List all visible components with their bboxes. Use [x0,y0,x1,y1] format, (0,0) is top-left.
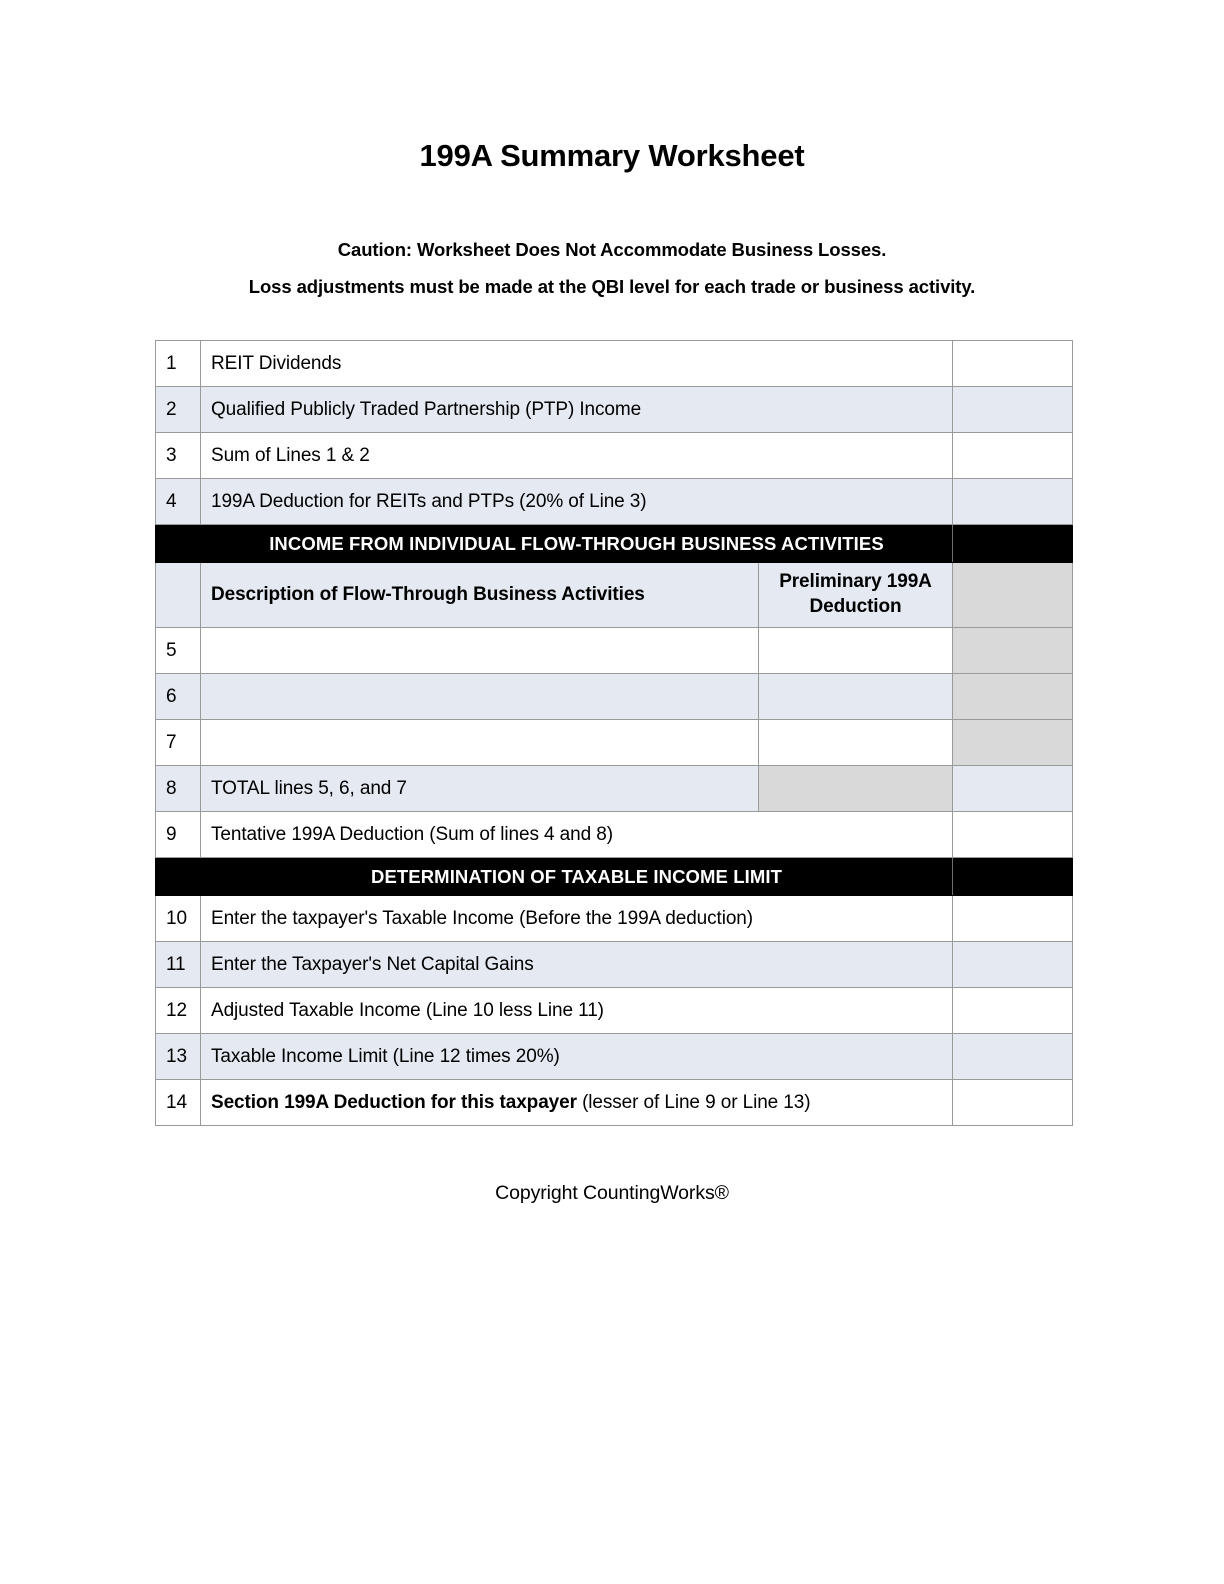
row-number-6: 6 [156,674,201,720]
banner-spacer-right [953,525,1073,563]
row-number-1: 1 [156,341,201,387]
copyright-footer: Copyright CountingWorks® [495,1182,729,1204]
row-label-10: Enter the taxpayer's Taxable Income (Before the 199A deduction) [201,896,953,942]
row-label-3: Sum of Lines 1 & 2 [201,433,953,479]
row-preliminary-6[interactable] [759,674,953,720]
table-subheader-row [156,563,1073,628]
row-amount-3[interactable] [953,433,1073,479]
row-preliminary-7[interactable] [759,720,953,766]
row-amount-6 [953,674,1073,720]
table-row [156,988,1073,1034]
table-row [156,433,1073,479]
table-row [156,942,1073,988]
row-amount-12[interactable] [953,988,1073,1034]
row-number-12: 12 [156,988,201,1034]
subheader-preliminary-deduction: Preliminary 199A Deduction [759,563,953,628]
row-number-14: 14 [156,1080,201,1126]
row-label-14-bold: Section 199A Deduction for this taxpayer [211,1091,577,1113]
row-label-12: Adjusted Taxable Income (Line 10 less Line 11) [201,988,953,1034]
table-row [156,341,1073,387]
banner-title-taxable-income-limit: DETERMINATION OF TAXABLE INCOME LIMIT [201,858,953,896]
row-amount-5 [953,628,1073,674]
row-amount-4[interactable] [953,479,1073,525]
table-row [156,479,1073,525]
banner-spacer-right-2 [953,858,1073,896]
row-amount-10[interactable] [953,896,1073,942]
row-label-5[interactable] [201,628,759,674]
section-banner-taxable-income-limit [156,858,1073,896]
row-label-2: Qualified Publicly Traded Partnership (PTP) Income [201,387,953,433]
row-label-13: Taxable Income Limit (Line 12 times 20%) [201,1034,953,1080]
row-preliminary-5[interactable] [759,628,953,674]
row-label-6[interactable] [201,674,759,720]
table-row [156,674,1073,720]
subheader-description: Description of Flow-Through Business Activities [201,563,759,628]
row-label-14-cell [201,1080,953,1126]
row-number-8: 8 [156,766,201,812]
row-number-9: 9 [156,812,201,858]
row-amount-8[interactable] [953,766,1073,812]
caution-line-1: Caution: Worksheet Does Not Accommodate Business Losses. [337,239,887,260]
row-amount-13[interactable] [953,1034,1073,1080]
table-row [156,387,1073,433]
row-number-5: 5 [156,628,201,674]
table-row [156,1080,1073,1126]
page-title: 199A Summary Worksheet [419,138,805,173]
row-amount-7 [953,720,1073,766]
row-label-11: Enter the Taxpayer's Net Capital Gains [201,942,953,988]
row-label-1: REIT Dividends [201,341,953,387]
table-row [156,812,1073,858]
caution-line-2: Loss adjustments must be made at the QBI level for each trade or business activity. [248,276,976,297]
banner-spacer-left-2 [156,858,201,896]
row-number-2: 2 [156,387,201,433]
subheader-amount-cell [953,563,1073,628]
table-row [156,1034,1073,1080]
row-label-4: 199A Deduction for REITs and PTPs (20% of Line 3) [201,479,953,525]
subheader-number-cell [156,563,201,628]
worksheet-table [155,340,1073,1126]
row-amount-9[interactable] [953,812,1073,858]
row-number-11: 11 [156,942,201,988]
table-row [156,896,1073,942]
table-row [156,720,1073,766]
row-label-14-rest: (lesser of Line 9 or Line 13) [576,1091,811,1113]
row-amount-2[interactable] [953,387,1073,433]
row-amount-1[interactable] [953,341,1073,387]
row-label-9: Tentative 199A Deduction (Sum of lines 4 and 8) [201,812,953,858]
caution-block [0,231,1224,305]
row-amount-14[interactable] [953,1080,1073,1126]
table-row [156,766,1073,812]
banner-title-flow-through: INCOME FROM INDIVIDUAL FLOW-THROUGH BUSINESS ACTIVITIES [201,525,953,563]
row-label-7[interactable] [201,720,759,766]
table-row [156,628,1073,674]
row-preliminary-8 [759,766,953,812]
banner-spacer-left [156,525,201,563]
row-number-7: 7 [156,720,201,766]
row-number-3: 3 [156,433,201,479]
row-number-10: 10 [156,896,201,942]
row-amount-11[interactable] [953,942,1073,988]
row-label-8: TOTAL lines 5, 6, and 7 [201,766,759,812]
row-number-13: 13 [156,1034,201,1080]
section-banner-flow-through [156,525,1073,563]
row-number-4: 4 [156,479,201,525]
